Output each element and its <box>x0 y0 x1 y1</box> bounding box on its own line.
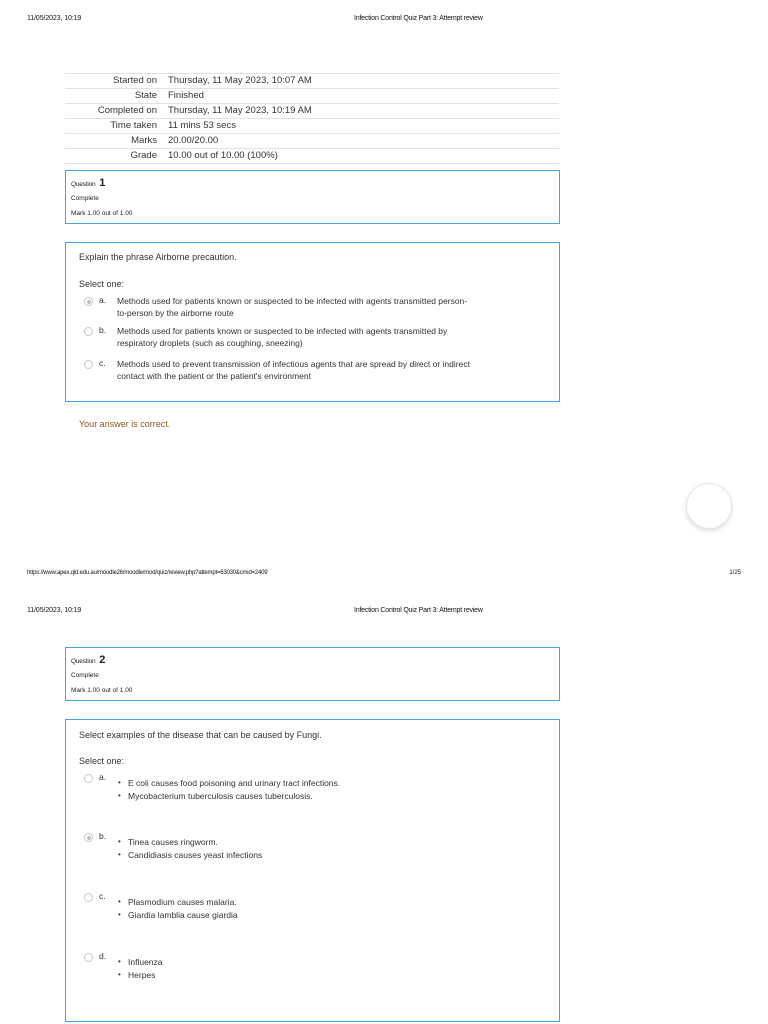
question-number-value: 1 <box>99 177 106 189</box>
scroll-to-top-button[interactable] <box>687 484 731 528</box>
question-number-value: 2 <box>99 654 106 666</box>
option-letter: a. <box>99 772 107 782</box>
select-one-prompt: Select one: <box>79 279 125 289</box>
question-number <box>71 175 554 191</box>
radio-button[interactable] <box>84 360 93 369</box>
list-item: • Herpes <box>117 969 163 982</box>
option-list <box>117 896 238 921</box>
answer-option-b[interactable] <box>84 831 544 871</box>
question-word: Question <box>71 181 96 188</box>
option-text-line: contact with the patient or the patient's environment <box>117 371 311 381</box>
answer-option-c[interactable] <box>84 358 544 384</box>
print-date: 11/05/2023, 10:19 <box>27 607 82 614</box>
option-text-line: to-person by the airborne route <box>117 308 234 318</box>
print-footer <box>0 570 768 584</box>
summary-label: Marks <box>65 134 162 149</box>
scroll-up-icon: ↑ <box>721 489 724 495</box>
list-item: • Influenza <box>117 956 163 969</box>
print-header <box>0 15 768 29</box>
print-title: Infection Control Quiz Part 3: Attempt review <box>354 607 483 614</box>
list-item: • Candidiasis causes yeast infections <box>117 849 262 862</box>
option-text <box>117 325 542 349</box>
answer-option-d[interactable] <box>84 951 544 991</box>
option-list <box>117 777 340 802</box>
radio-button-selected[interactable] <box>84 297 93 306</box>
list-item: • Mycobacterium tuberculosis causes tuberculosis. <box>117 790 340 803</box>
print-header <box>0 607 768 621</box>
question-word: Question <box>71 658 96 665</box>
radio-button[interactable] <box>84 774 93 783</box>
answer-option-c[interactable] <box>84 891 544 931</box>
summary-row <box>65 149 559 164</box>
list-item: • E coli causes food poisoning and urinary tract infections. <box>117 777 340 790</box>
print-title: Infection Control Quiz Part 3: Attempt review <box>354 15 483 22</box>
list-item: • Plasmodium causes malaria. <box>117 896 238 909</box>
radio-button[interactable] <box>84 327 93 336</box>
summary-value: 11 mins 53 secs <box>162 119 559 134</box>
summary-label: Time taken <box>65 119 162 134</box>
option-text-line: Methods used to prevent transmission of infectious agents that are spread by direct or indirect <box>117 359 470 369</box>
summary-row <box>65 119 559 134</box>
question-text: Explain the phrase Airborne precaution. <box>79 252 237 262</box>
summary-row <box>65 134 559 149</box>
option-text-line: respiratory droplets (such as coughing, sneezing) <box>117 338 303 348</box>
radio-button[interactable] <box>84 953 93 962</box>
summary-label: Started on <box>65 74 162 89</box>
option-letter: b. <box>99 325 107 335</box>
summary-value: Finished <box>162 89 559 104</box>
print-url: https://www.apex.qld.edu.au/moodle26/moodle/mod/quiz/review.php?attempt=63030&cmid=2409 <box>27 570 268 576</box>
summary-label: Completed on <box>65 104 162 119</box>
question-1-info <box>65 170 560 224</box>
option-letter: b. <box>99 831 107 841</box>
question-2-content <box>65 719 560 1022</box>
option-letter: c. <box>99 891 106 901</box>
print-page-number: 1/25 <box>729 570 741 576</box>
option-text-line: Methods used for patients known or suspected to be infected with agents transmitted by <box>117 326 448 336</box>
summary-label: Grade <box>65 149 162 164</box>
radio-button-selected[interactable] <box>84 833 93 842</box>
option-letter: a. <box>99 295 107 305</box>
radio-button[interactable] <box>84 893 93 902</box>
option-text <box>117 295 542 319</box>
list-item: • Tinea causes ringworm. <box>117 836 262 849</box>
attempt-summary-table <box>65 73 559 164</box>
answer-option-a[interactable] <box>84 772 544 812</box>
list-item: • Giardia lamblia cause giardia <box>117 909 238 922</box>
question-mark: Mark 1.00 out of 1.00 <box>71 687 133 694</box>
answer-option-a[interactable] <box>84 295 544 321</box>
question-2-info <box>65 647 560 701</box>
summary-value: 20.00/20.00 <box>162 134 559 149</box>
question-state: Complete <box>71 672 99 679</box>
question-text: Select examples of the disease that can be caused by Fungi. <box>79 730 322 740</box>
option-letter: c. <box>99 358 106 368</box>
summary-row <box>65 89 559 104</box>
answer-feedback: Your answer is correct. <box>79 419 171 429</box>
question-1-content <box>65 242 560 402</box>
question-mark: Mark 1.00 out of 1.00 <box>71 210 133 217</box>
option-text-line: Methods used for patients known or suspected to be infected with agents transmitted person- <box>117 296 468 306</box>
option-list <box>117 836 262 861</box>
option-letter: d. <box>99 951 107 961</box>
summary-value: Thursday, 11 May 2023, 10:19 AM <box>162 104 559 119</box>
answer-option-b[interactable] <box>84 325 544 351</box>
summary-row <box>65 104 559 119</box>
summary-value: 10.00 out of 10.00 (100%) <box>162 149 559 164</box>
option-text <box>117 358 542 382</box>
question-number <box>71 652 554 668</box>
summary-row <box>65 74 559 89</box>
summary-value: Thursday, 11 May 2023, 10:07 AM <box>162 74 559 89</box>
summary-label: State <box>65 89 162 104</box>
print-date: 11/05/2023, 10:19 <box>27 15 82 22</box>
option-list <box>117 956 163 981</box>
question-state: Complete <box>71 195 99 202</box>
select-one-prompt: Select one: <box>79 756 125 766</box>
